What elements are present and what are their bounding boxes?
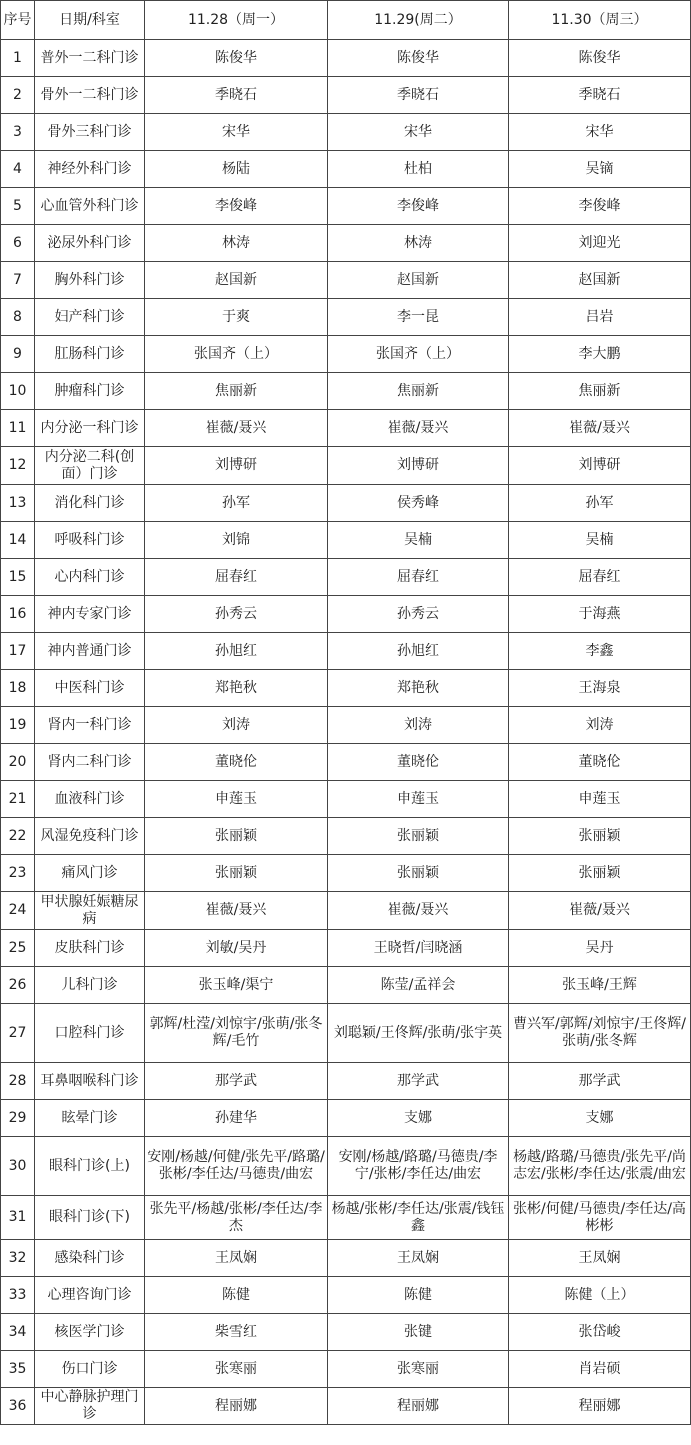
department-name: 血液科门诊 [35,781,145,818]
table-row [1,1196,691,1240]
department-name: 内分泌一科门诊 [35,410,145,447]
doctor-day-3: 张丽颖 [509,855,691,892]
table-row [1,707,691,744]
row-index: 23 [1,855,35,892]
header-row [1,1,691,40]
row-index: 32 [1,1240,35,1277]
table-row [1,818,691,855]
doctor-day-2: 李一昆 [328,299,509,336]
row-index: 30 [1,1137,35,1196]
doctor-day-2: 刘博研 [328,447,509,485]
doctor-day-1: 张国齐（上） [145,336,328,373]
table-row [1,596,691,633]
department-name: 消化科门诊 [35,485,145,522]
row-index: 28 [1,1063,35,1100]
doctor-day-2: 宋华 [328,114,509,151]
doctor-day-1: 崔薇/聂兴 [145,892,328,930]
row-index: 22 [1,818,35,855]
department-name: 耳鼻咽喉科门诊 [35,1063,145,1100]
doctor-day-2: 崔薇/聂兴 [328,892,509,930]
doctor-day-3: 赵国新 [509,262,691,299]
department-name: 皮肤科门诊 [35,930,145,967]
doctor-day-3: 于海燕 [509,596,691,633]
doctor-day-1: 张玉峰/渠宁 [145,967,328,1004]
doctor-day-3: 张岱峻 [509,1314,691,1351]
doctor-day-2: 陈莹/孟祥会 [328,967,509,1004]
table-row [1,410,691,447]
doctor-day-3: 刘博研 [509,447,691,485]
row-index: 4 [1,151,35,188]
department-name: 内分泌二科(创面）门诊 [35,447,145,485]
table-row [1,522,691,559]
doctor-day-3: 刘迎光 [509,225,691,262]
doctor-day-3: 陈健（上） [509,1277,691,1314]
department-name: 骨外三科门诊 [35,114,145,151]
doctor-day-3: 季晓石 [509,77,691,114]
table-row [1,447,691,485]
doctor-day-2: 李俊峰 [328,188,509,225]
doctor-day-3: 孙军 [509,485,691,522]
department-name: 痛风门诊 [35,855,145,892]
department-name: 妇产科门诊 [35,299,145,336]
doctor-day-3: 张丽颖 [509,818,691,855]
doctor-day-1: 郭辉/杜滢/刘惊宇/张萌/张冬辉/毛竹 [145,1004,328,1063]
doctor-day-1: 张丽颖 [145,855,328,892]
row-index: 24 [1,892,35,930]
department-name: 感染科门诊 [35,1240,145,1277]
doctor-day-2: 张丽颖 [328,855,509,892]
table-row [1,1100,691,1137]
doctor-day-1: 焦丽新 [145,373,328,410]
row-index: 20 [1,744,35,781]
doctor-day-1: 刘博研 [145,447,328,485]
doctor-day-3: 杨越/路璐/马德贵/张先平/尚志宏/张彬/李任达/张震/曲宏 [509,1137,691,1196]
row-index: 17 [1,633,35,670]
row-index: 14 [1,522,35,559]
row-index: 5 [1,188,35,225]
header-day-1: 11.28（周一） [145,1,328,40]
row-index: 29 [1,1100,35,1137]
department-name: 口腔科门诊 [35,1004,145,1063]
table-row [1,77,691,114]
table-row [1,1004,691,1063]
doctor-day-1: 于爽 [145,299,328,336]
table-row [1,559,691,596]
doctor-day-1: 安刚/杨越/何健/张先平/路璐/张彬/李任达/马德贵/曲宏 [145,1137,328,1196]
row-index: 3 [1,114,35,151]
row-index: 10 [1,373,35,410]
doctor-day-3: 那学武 [509,1063,691,1100]
doctor-day-2: 申莲玉 [328,781,509,818]
doctor-day-1: 李俊峰 [145,188,328,225]
table-row [1,188,691,225]
row-index: 13 [1,485,35,522]
department-name: 心血管外科门诊 [35,188,145,225]
doctor-day-1: 杨陆 [145,151,328,188]
doctor-day-3: 王海泉 [509,670,691,707]
department-name: 胸外科门诊 [35,262,145,299]
doctor-day-2: 程丽娜 [328,1388,509,1425]
department-name: 神经外科门诊 [35,151,145,188]
doctor-day-2: 那学武 [328,1063,509,1100]
row-index: 6 [1,225,35,262]
row-index: 18 [1,670,35,707]
table-row [1,485,691,522]
table-row [1,930,691,967]
header-day-2: 11.29(周二） [328,1,509,40]
table-row [1,114,691,151]
row-index: 9 [1,336,35,373]
doctor-day-2: 焦丽新 [328,373,509,410]
doctor-day-2: 王晓哲/闫晓涵 [328,930,509,967]
doctor-day-2: 刘聪颖/王佟辉/张萌/张宇英 [328,1004,509,1063]
row-index: 27 [1,1004,35,1063]
doctor-day-3: 申莲玉 [509,781,691,818]
table-row [1,633,691,670]
table-row [1,1277,691,1314]
doctor-day-1: 孙秀云 [145,596,328,633]
row-index: 11 [1,410,35,447]
doctor-day-1: 申莲玉 [145,781,328,818]
doctor-day-2: 张键 [328,1314,509,1351]
department-name: 伤口门诊 [35,1351,145,1388]
doctor-day-3: 肖岩硕 [509,1351,691,1388]
doctor-day-2: 赵国新 [328,262,509,299]
doctor-day-1: 张寒丽 [145,1351,328,1388]
doctor-day-2: 张寒丽 [328,1351,509,1388]
table-row [1,299,691,336]
doctor-day-3: 吕岩 [509,299,691,336]
doctor-day-2: 林涛 [328,225,509,262]
table-row [1,892,691,930]
schedule-body [1,40,691,1425]
doctor-day-2: 安刚/杨越/路璐/马德贵/李宁/张彬/李任达/曲宏 [328,1137,509,1196]
table-row [1,1137,691,1196]
doctor-day-1: 宋华 [145,114,328,151]
table-row [1,855,691,892]
row-index: 16 [1,596,35,633]
doctor-day-3: 宋华 [509,114,691,151]
doctor-day-1: 程丽娜 [145,1388,328,1425]
row-index: 7 [1,262,35,299]
doctor-day-1: 董晓伦 [145,744,328,781]
doctor-day-3: 吴丹 [509,930,691,967]
department-name: 风湿免疫科门诊 [35,818,145,855]
doctor-day-1: 刘敏/吴丹 [145,930,328,967]
doctor-day-3: 崔薇/聂兴 [509,410,691,447]
row-index: 21 [1,781,35,818]
table-row [1,744,691,781]
doctor-day-2: 杨越/张彬/李任达/张震/钱钰鑫 [328,1196,509,1240]
doctor-day-1: 柴雪红 [145,1314,328,1351]
doctor-day-2: 刘涛 [328,707,509,744]
doctor-day-2: 孙旭红 [328,633,509,670]
department-name: 骨外一二科门诊 [35,77,145,114]
doctor-day-3: 李鑫 [509,633,691,670]
department-name: 中医科门诊 [35,670,145,707]
row-index: 26 [1,967,35,1004]
table-row [1,336,691,373]
doctor-day-1: 王凤娴 [145,1240,328,1277]
department-name: 泌尿外科门诊 [35,225,145,262]
doctor-day-2: 崔薇/聂兴 [328,410,509,447]
table-row [1,670,691,707]
table-row [1,1314,691,1351]
department-name: 神内专家门诊 [35,596,145,633]
table-row [1,967,691,1004]
table-row [1,151,691,188]
doctor-day-2: 王凤娴 [328,1240,509,1277]
department-name: 肾内二科门诊 [35,744,145,781]
doctor-day-2: 郑艳秋 [328,670,509,707]
table-row [1,1351,691,1388]
doctor-day-1: 那学武 [145,1063,328,1100]
doctor-day-3: 李俊峰 [509,188,691,225]
doctor-day-1: 孙旭红 [145,633,328,670]
row-index: 33 [1,1277,35,1314]
doctor-day-1: 孙建华 [145,1100,328,1137]
doctor-day-1: 陈俊华 [145,40,328,77]
doctor-day-3: 支娜 [509,1100,691,1137]
row-index: 34 [1,1314,35,1351]
header-department: 日期/科室 [35,1,145,40]
doctor-day-3: 程丽娜 [509,1388,691,1425]
row-index: 36 [1,1388,35,1425]
table-row [1,225,691,262]
department-name: 核医学门诊 [35,1314,145,1351]
table-row [1,40,691,77]
doctor-day-1: 季晓石 [145,77,328,114]
department-name: 眼科门诊(上) [35,1137,145,1196]
department-name: 心理咨询门诊 [35,1277,145,1314]
row-index: 2 [1,77,35,114]
doctor-day-2: 孙秀云 [328,596,509,633]
doctor-day-2: 张国齐（上） [328,336,509,373]
doctor-day-3: 王凤娴 [509,1240,691,1277]
doctor-day-2: 张丽颖 [328,818,509,855]
department-name: 神内普通门诊 [35,633,145,670]
doctor-day-3: 陈俊华 [509,40,691,77]
doctor-day-1: 赵国新 [145,262,328,299]
table-row [1,1388,691,1425]
row-index: 31 [1,1196,35,1240]
doctor-day-1: 崔薇/聂兴 [145,410,328,447]
row-index: 12 [1,447,35,485]
department-name: 肿瘤科门诊 [35,373,145,410]
doctor-day-3: 吴镝 [509,151,691,188]
doctor-day-1: 孙军 [145,485,328,522]
doctor-day-3: 吴楠 [509,522,691,559]
row-index: 25 [1,930,35,967]
doctor-day-2: 陈健 [328,1277,509,1314]
doctor-day-1: 张先平/杨越/张彬/李任达/李杰 [145,1196,328,1240]
doctor-day-2: 支娜 [328,1100,509,1137]
table-row [1,781,691,818]
doctor-day-3: 焦丽新 [509,373,691,410]
table-row [1,373,691,410]
row-index: 35 [1,1351,35,1388]
header-index: 序号 [1,1,35,40]
row-index: 19 [1,707,35,744]
row-index: 15 [1,559,35,596]
doctor-day-1: 屈春红 [145,559,328,596]
department-name: 中心静脉护理门诊 [35,1388,145,1425]
doctor-day-3: 刘涛 [509,707,691,744]
doctor-day-2: 杜柏 [328,151,509,188]
doctor-day-2: 季晓石 [328,77,509,114]
row-index: 1 [1,40,35,77]
department-name: 肾内一科门诊 [35,707,145,744]
doctor-day-1: 郑艳秋 [145,670,328,707]
department-name: 甲状腺妊娠糖尿病 [35,892,145,930]
doctor-day-2: 吴楠 [328,522,509,559]
table-row [1,1063,691,1100]
doctor-day-3: 张彬/何健/马德贵/李任达/高彬彬 [509,1196,691,1240]
doctor-day-3: 曹兴军/郭辉/刘惊宇/王佟辉/张萌/张冬辉 [509,1004,691,1063]
department-name: 心内科门诊 [35,559,145,596]
doctor-day-2: 侯秀峰 [328,485,509,522]
department-name: 眼科门诊(下) [35,1196,145,1240]
doctor-day-2: 董晓伦 [328,744,509,781]
department-name: 儿科门诊 [35,967,145,1004]
doctor-day-3: 李大鹏 [509,336,691,373]
doctor-day-1: 林涛 [145,225,328,262]
doctor-day-2: 陈俊华 [328,40,509,77]
doctor-day-3: 董晓伦 [509,744,691,781]
doctor-day-3: 屈春红 [509,559,691,596]
doctor-day-1: 张丽颖 [145,818,328,855]
header-day-3: 11.30（周三） [509,1,691,40]
department-name: 肛肠科门诊 [35,336,145,373]
doctor-day-2: 屈春红 [328,559,509,596]
doctor-day-1: 刘锦 [145,522,328,559]
doctor-day-1: 陈健 [145,1277,328,1314]
department-name: 呼吸科门诊 [35,522,145,559]
doctor-day-3: 张玉峰/王辉 [509,967,691,1004]
row-index: 8 [1,299,35,336]
doctor-day-1: 刘涛 [145,707,328,744]
table-row [1,262,691,299]
department-name: 普外一二科门诊 [35,40,145,77]
doctor-day-3: 崔薇/聂兴 [509,892,691,930]
table-row [1,1240,691,1277]
department-name: 眩晕门诊 [35,1100,145,1137]
